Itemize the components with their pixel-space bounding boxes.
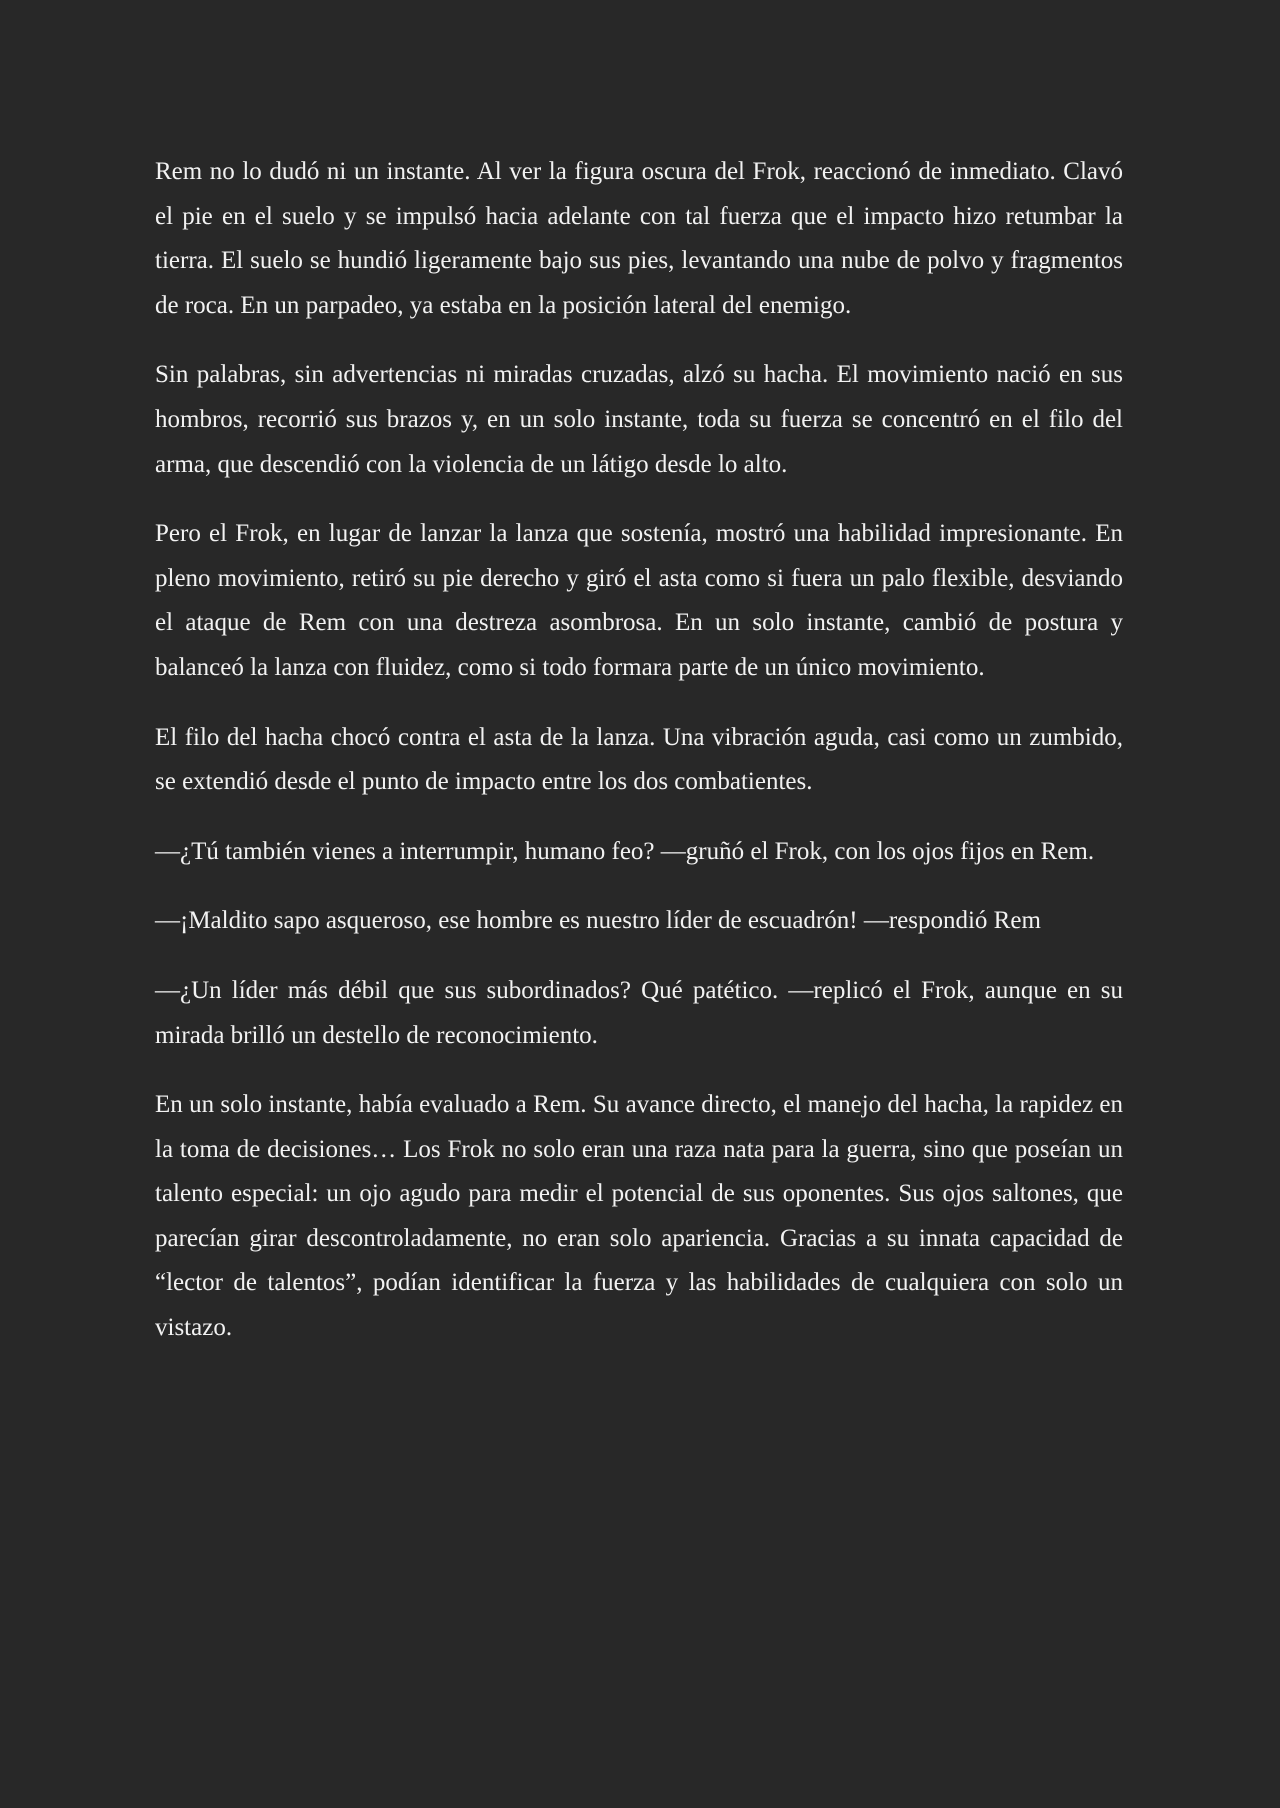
paragraph-5-dialogue: —¿Tú también vienes a interrumpir, humano feo? —gruñó el Frok, con los ojos fijos en Rem. — [155, 837, 1095, 865]
page-body — [155, 150, 1123, 1376]
paragraph-1: Rem no lo dudó ni un instante. Al ver la figura oscura del Frok, reaccionó de inmediato. Clavó el pie en el suelo y se impulsó hacia adelante con tal fuerza que el impacto hizo retumbar la tierra. El suelo se hundió ligeramente bajo sus pies, levantando una nube de polvo y fragmentos de roca. En un parpadeo, ya estaba en la posición lateral del enemigo. — [155, 158, 1123, 319]
paragraph-6-dialogue: —¡Maldito sapo asqueroso, ese hombre es nuestro líder de escuadrón! —respondió Rem — [155, 907, 1041, 935]
paragraph-4: El filo del hacha chocó contra el asta de la lanza. Una vibración aguda, casi como un zumbido, se extendió desde el punto de impacto entre los dos combatientes. — [155, 723, 1123, 796]
paragraph-7-dialogue: —¿Un líder más débil que sus subordinados? Qué patético. —replicó el Frok, aunque en su mirada brilló un destello de reconocimiento. — [155, 976, 1123, 1049]
paragraph-2: Sin palabras, sin advertencias ni miradas cruzadas, alzó su hacha. El movimiento nació en sus hombros, recorrió sus brazos y, en un solo instante, toda su fuerza se concentró en el filo del arma, que descendió con la violencia de un látigo desde lo alto. — [155, 361, 1123, 478]
paragraph-8: En un solo instante, había evaluado a Rem. Su avance directo, el manejo del hacha, la rapidez en la toma de decisiones… Los Frok no solo eran una raza nata para la guerra, sino que poseían un talento especial: un ojo agudo para medir el potencial de sus oponentes. Sus ojos saltones, que parecían girar descontroladamente, no eran solo apariencia. Gracias a su innata capacidad de “lector de talentos”, podían identificar la fuerza y las habilidades de cualquiera con solo un vistazo. — [155, 1091, 1123, 1342]
paragraph-3: Pero el Frok, en lugar de lanzar la lanza que sostenía, mostró una habilidad impresionante. En pleno movimiento, retiró su pie derecho y giró el asta como si fuera un palo flexible, desviando el ataque de Rem con una destreza asombrosa. En un solo instante, cambió de postura y balanceó la lanza con fluidez, como si todo formara parte de un único movimiento. — [155, 520, 1123, 681]
